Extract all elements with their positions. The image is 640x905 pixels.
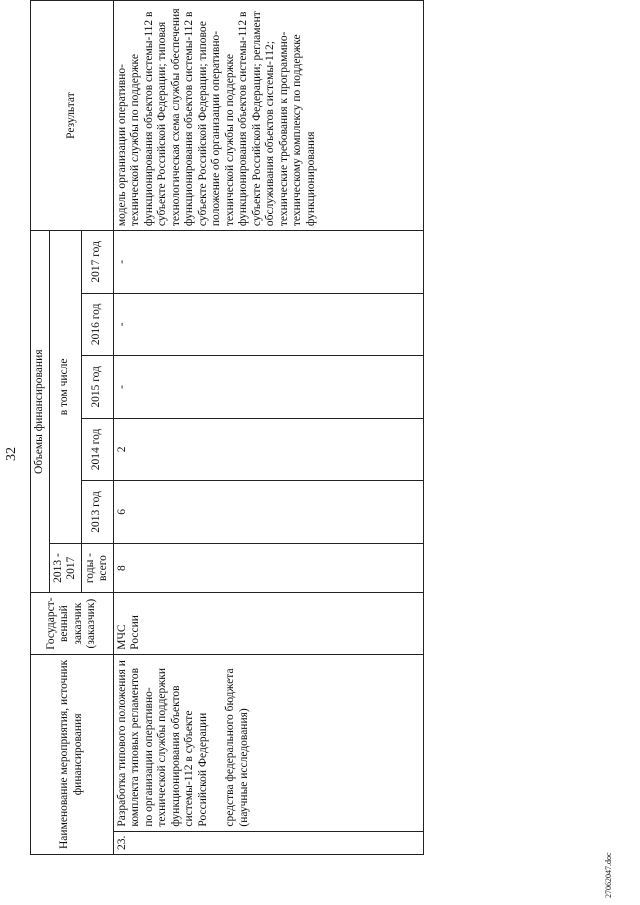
header-period: 2013 - 2017 (49, 543, 81, 593)
funding-table (30, 0, 424, 855)
header-funding: Объемы финансирования (31, 231, 50, 593)
row-value-2017: - (113, 231, 423, 294)
footer-code: 27062047.doc (604, 852, 613, 898)
table-row (113, 1, 423, 855)
row-value-2014: 2 (113, 418, 423, 481)
header-year-2013: 2013 год (81, 481, 113, 544)
header-customer: Государст-венный заказчик (заказчик) (31, 593, 114, 654)
row-total: 8 (113, 543, 423, 593)
header-year-2017: 2017 год (81, 231, 113, 294)
row-name: Разработка типового положения и комплекта типовых регламентов по организации оперативно-технической службы поддержки функционирования объектов системы-112 в субъекте Российской Федерации (115, 660, 209, 827)
header-year-2015: 2015 год (81, 356, 113, 419)
row-result: модель организации оперативно-технической службы по поддержке функционирования объектов системы-112 в субъекте Российской Федерации; типовая технологическая схема службы обеспечения функционирования объектов системы-112 в субъекте Российской Федерации; типовое положение об организации оперативно-технической службы по поддержке функционирования объектов системы-112 в субъекте Российской Федерации; регламент обслуживания объектов системы-112; технические требования к программно-техническому комплексу по поддержке функционирования (113, 1, 423, 231)
header-year-2016: 2016 год (81, 293, 113, 356)
header-name: Наименование мероприятия, источник финансирования (31, 654, 114, 854)
header-row-1 (31, 1, 50, 855)
row-value-2016: - (113, 293, 423, 356)
row-number: 23. (113, 831, 423, 854)
header-including: в том числе (49, 231, 81, 544)
row-customer: МЧС России (113, 593, 423, 654)
header-result: Результат (31, 1, 114, 231)
row-name-cell (113, 654, 423, 831)
header-total: годы - всего (81, 543, 113, 593)
row-source: средства федерального бюджета (научные исследования) (224, 668, 250, 827)
page-number: 32 (4, 447, 19, 461)
header-year-2014: 2014 год (81, 418, 113, 481)
row-value-2013: 6 (113, 481, 423, 544)
row-value-2015: - (113, 356, 423, 419)
